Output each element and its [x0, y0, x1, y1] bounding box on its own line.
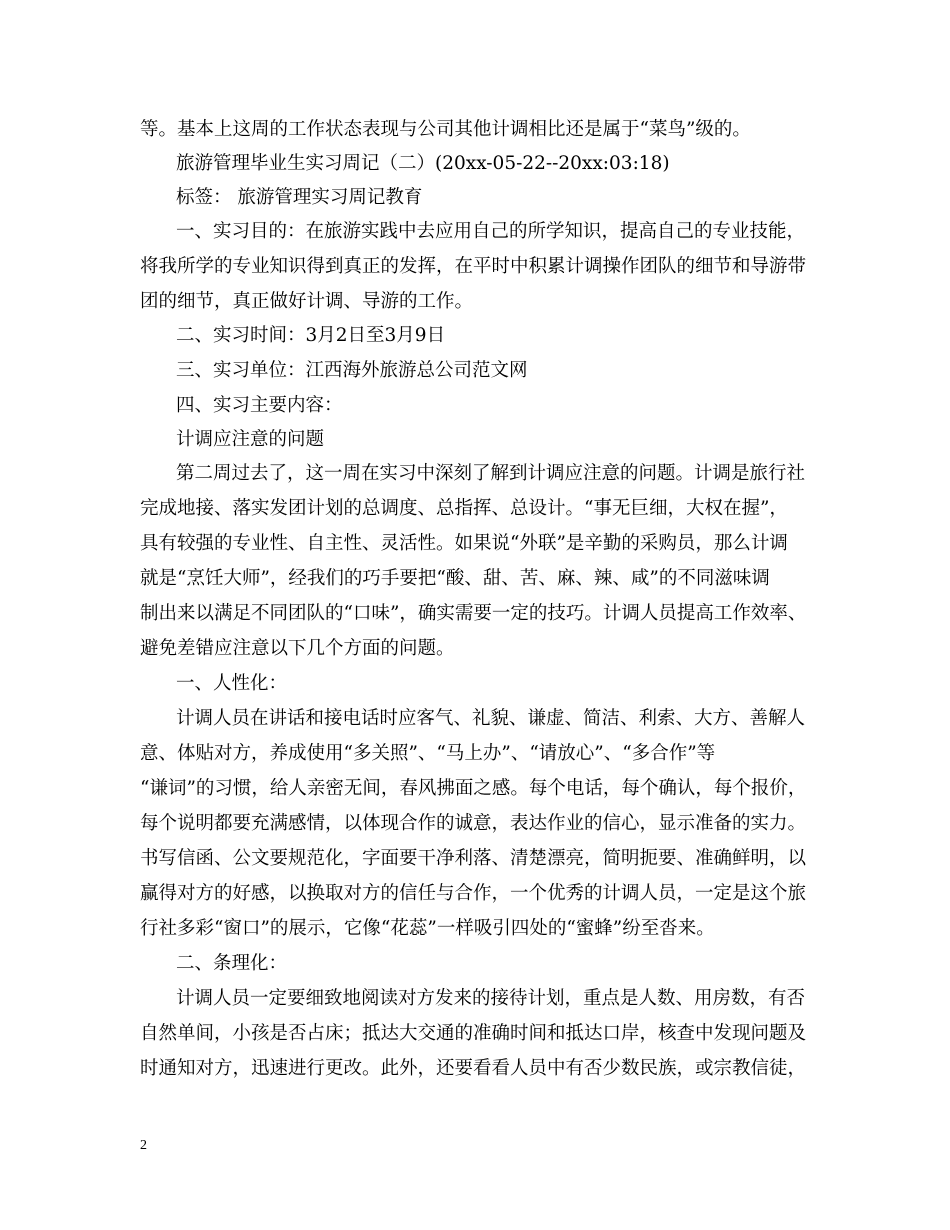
- text-line: 一、实习目的：在旅游实践中去应用自己的所学知识，提高自己的专业技能，: [176, 221, 806, 242]
- text-line: 每个说明都要充满感情，以体现合作的诚意，表达作业的信心，显示准备的实力。: [140, 813, 807, 834]
- page-number: 2: [140, 1138, 147, 1153]
- section-heading: 计调应注意的问题: [176, 429, 325, 450]
- text-line: 二、实习时间：3月2日至3月9日: [176, 325, 446, 346]
- text-line: 具有较强的专业性、自主性、灵活性。如果说“外联”是辛勤的采购员，那么计调: [140, 533, 788, 554]
- text-line: 避免差错应注意以下几个方面的问题。: [140, 638, 455, 659]
- text-line: 自然单间，小孩是否占床；抵达大交通的准确时间和抵达口岸，核查中发现问题及: [140, 1023, 807, 1044]
- text-line: 第二周过去了，这一周在实习中深刻了解到计调应注意的问题。计调是旅行社: [176, 463, 806, 484]
- text-line: 赢得对方的好感，以换取对方的信任与合作，一个优秀的计调人员，一定是这个旅: [140, 883, 807, 904]
- text-line: 行社多彩“窗口”的展示，它像“花蕊”一样吸引四处的“蜜蜂”纷至沓来。: [140, 918, 715, 939]
- text-line: 时通知对方，迅速进行更改。此外，还要看看人员中有否少数民族，或宗教信徒，: [140, 1058, 807, 1079]
- text-line: 就是“烹饪大师”，经我们的巧手要把“酸、甜、苦、麻、辣、咸”的不同滋味调: [140, 568, 770, 589]
- text-line: 团的细节，真正做好计调、导游的工作。: [140, 291, 474, 312]
- text-line: 等。基本上这周的工作状态表现与公司其他计调相比还是属于“菜鸟”级的。: [140, 119, 751, 140]
- text-line: 四、实习主要内容：: [176, 395, 343, 416]
- text-line: 书写信函、公文要规范化，字面要干净利落、清楚漂亮，简明扼要、准确鲜明，以: [140, 848, 807, 869]
- section-heading: 二、条理化：: [176, 953, 288, 974]
- text-line: 完成地接、落实发团计划的总调度、总指挥、总设计。“事无巨细，大权在握”，: [140, 498, 788, 519]
- text-line: 三、实习单位：江西海外旅游总公司范文网: [176, 360, 528, 381]
- text-line: 制出来以满足不同团队的“口味”，确实需要一定的技巧。计调人员提高工作效率、: [140, 603, 807, 624]
- section-heading: 一、人性化：: [176, 673, 288, 694]
- text-line: “谦词”的习惯，给人亲密无间，春风拂面之感。每个电话，每个确认，每个报价，: [140, 778, 807, 799]
- text-line: 计调人员在讲话和接电话时应客气、礼貌、谦虚、简洁、利索、大方、善解人: [176, 708, 806, 729]
- text-line: 计调人员一定要细致地阅读对方发来的接待计划，重点是人数、用房数，有否: [176, 988, 806, 1009]
- text-line: 标签： 旅游管理实习周记教育: [176, 187, 423, 208]
- text-line: 意、体贴对方，养成使用“多关照”、“马上办”、“请放心”、“多合作”等: [140, 743, 716, 764]
- text-line: 旅游管理毕业生实习周记（二）(20xx-05-22--20xx:03:18): [176, 153, 670, 174]
- text-line: 将我所学的专业知识得到真正的发挥，在平时中积累计调操作团队的细节和导游带: [140, 256, 807, 277]
